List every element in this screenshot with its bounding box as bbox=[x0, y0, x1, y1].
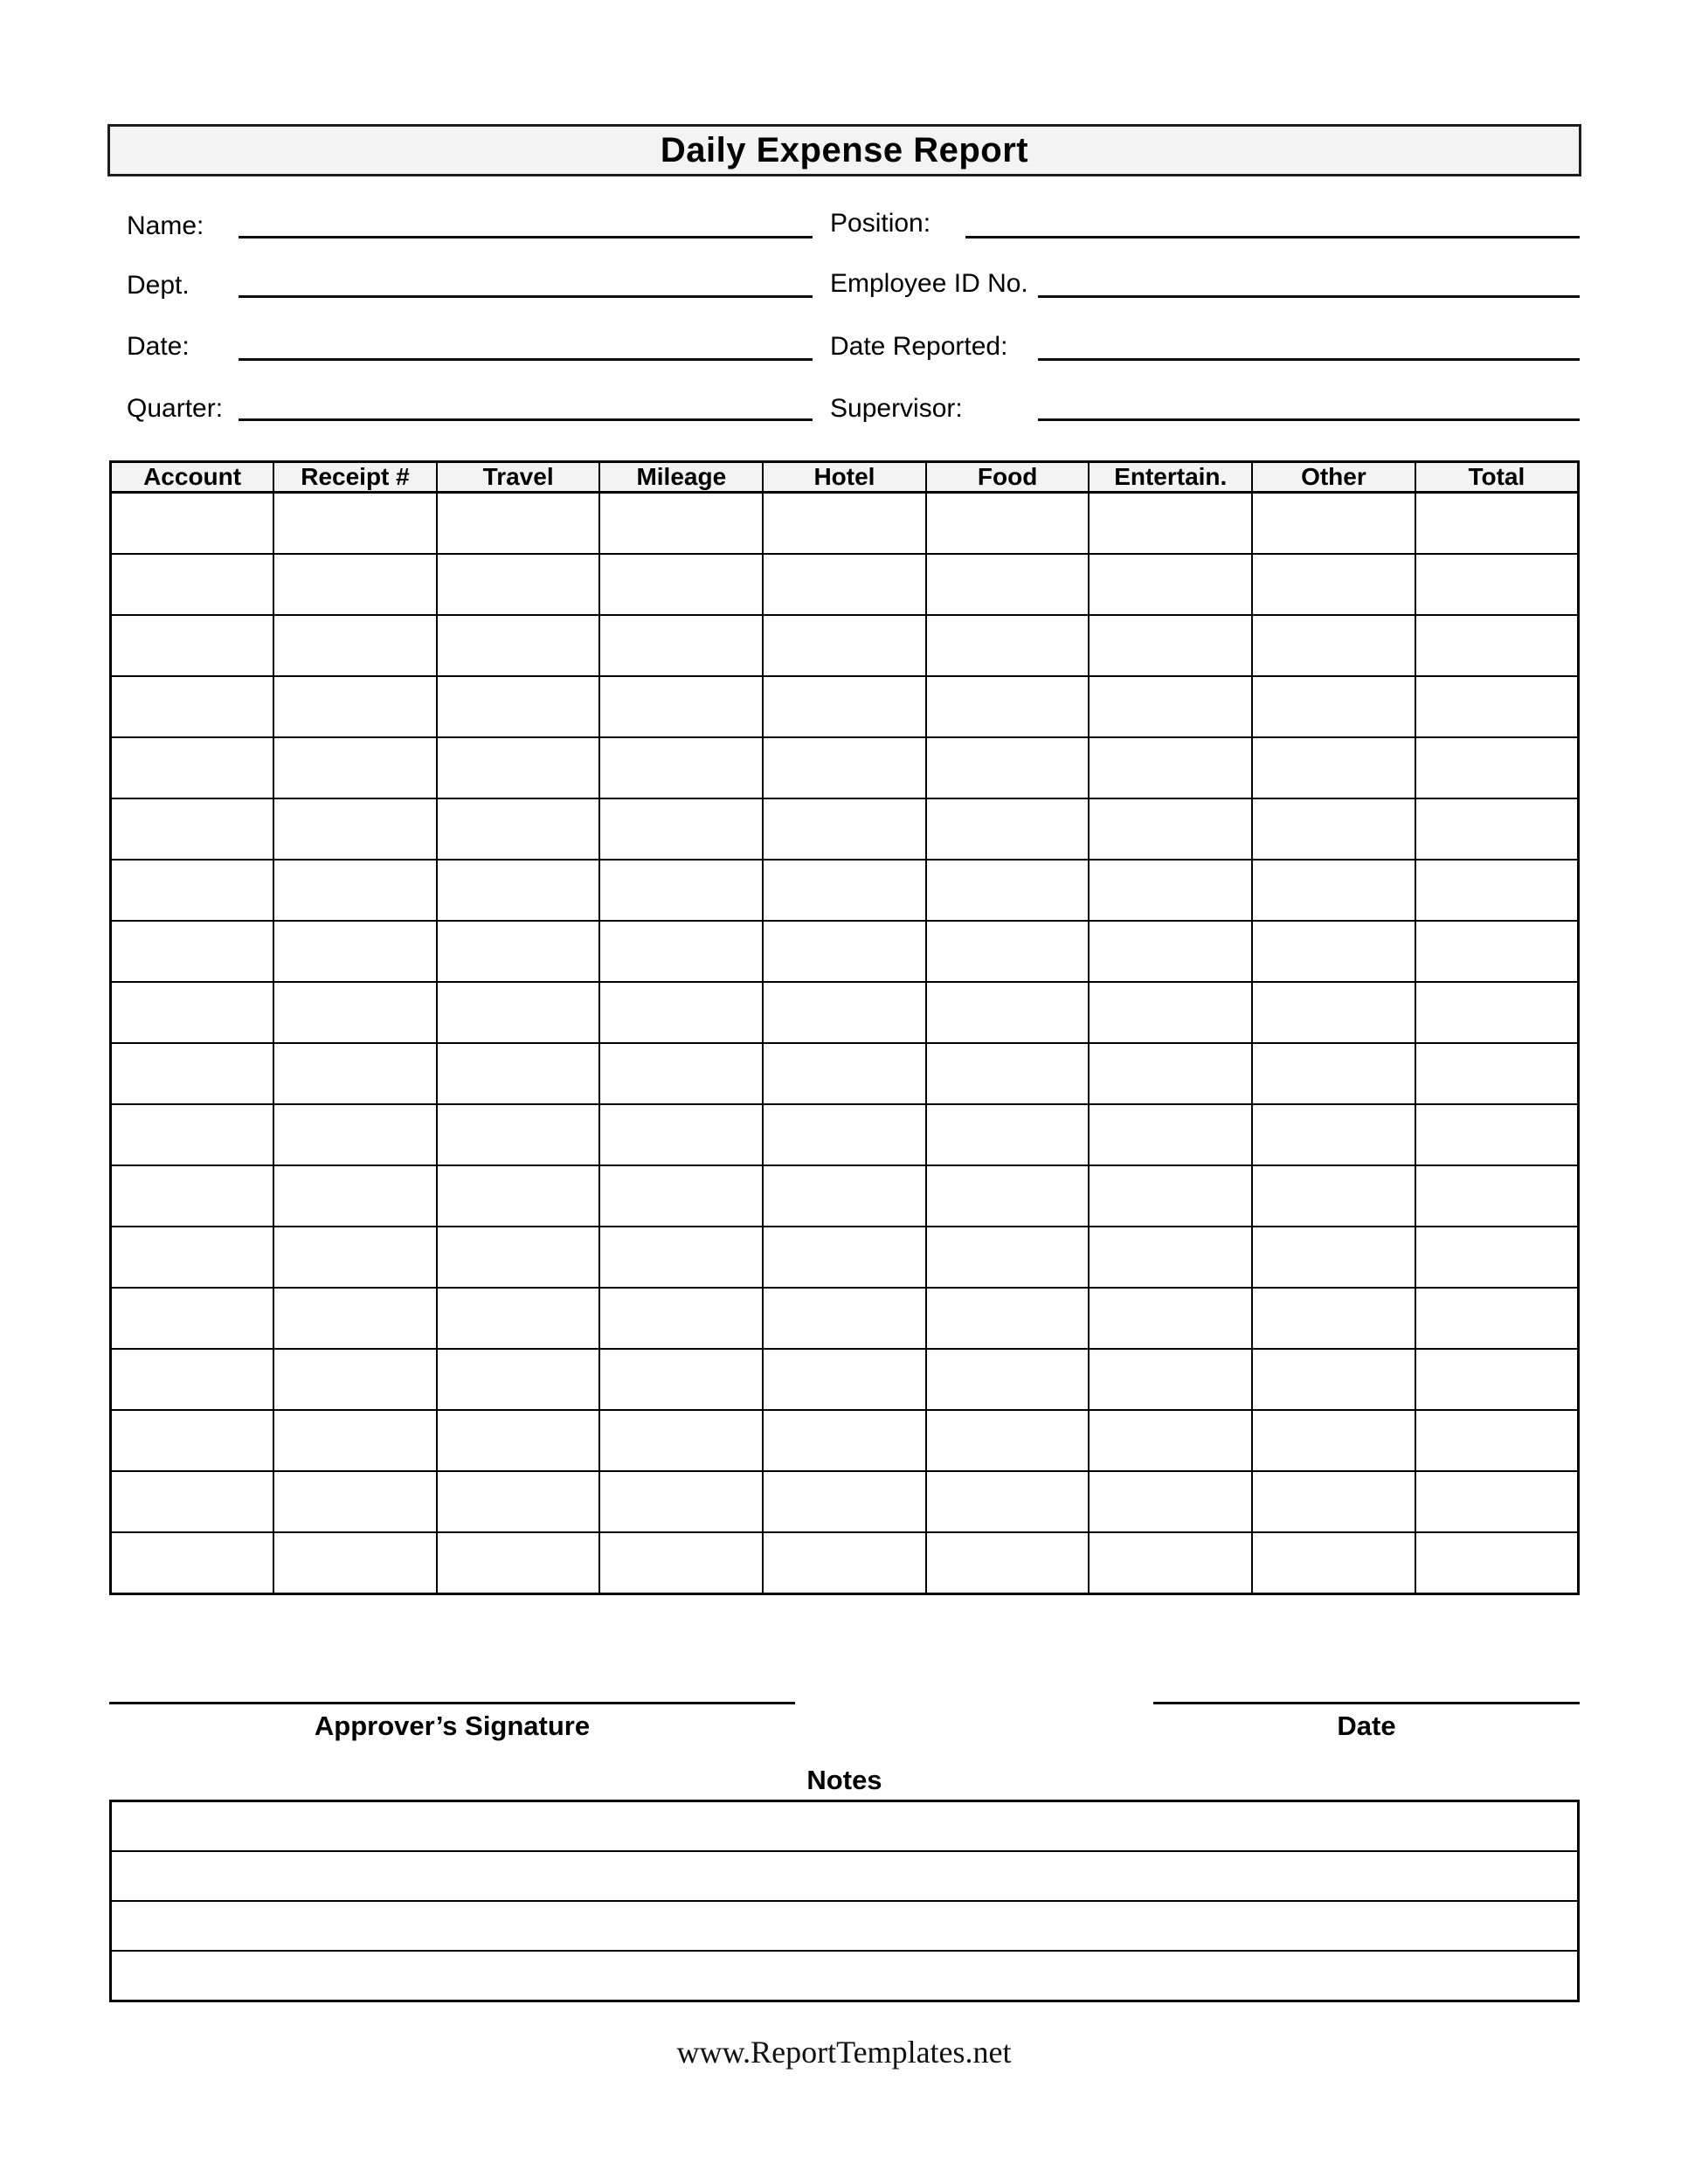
table-row bbox=[111, 1227, 1579, 1288]
notes-line[interactable] bbox=[112, 1902, 1577, 1952]
table-cell[interactable] bbox=[763, 1288, 926, 1349]
table-cell[interactable] bbox=[763, 1165, 926, 1227]
table-cell[interactable] bbox=[273, 554, 437, 615]
table-cell[interactable] bbox=[926, 860, 1090, 921]
table-cell[interactable] bbox=[273, 737, 437, 798]
table-cell[interactable] bbox=[437, 1288, 600, 1349]
column-header-other: Other bbox=[1252, 462, 1415, 493]
table-cell[interactable] bbox=[926, 1227, 1090, 1288]
table-cell[interactable] bbox=[1252, 1532, 1415, 1594]
table-cell[interactable] bbox=[111, 1165, 274, 1227]
field-label-supervisor: Supervisor: bbox=[830, 394, 963, 423]
table-cell[interactable] bbox=[273, 860, 437, 921]
table-cell[interactable] bbox=[437, 676, 600, 737]
table-cell[interactable] bbox=[1415, 1471, 1579, 1532]
table-cell[interactable] bbox=[111, 860, 274, 921]
table-row bbox=[111, 1532, 1579, 1594]
column-header-entertain: Entertain. bbox=[1089, 462, 1252, 493]
column-header-total: Total bbox=[1415, 462, 1579, 493]
table-cell[interactable] bbox=[437, 1043, 600, 1104]
table-cell[interactable] bbox=[1415, 1288, 1579, 1349]
table-cell[interactable] bbox=[273, 1104, 437, 1165]
table-cell[interactable] bbox=[1415, 737, 1579, 798]
table-cell[interactable] bbox=[111, 1104, 274, 1165]
table-cell[interactable] bbox=[926, 615, 1090, 676]
table-cell[interactable] bbox=[763, 554, 926, 615]
table-cell[interactable] bbox=[763, 1410, 926, 1471]
table-cell[interactable] bbox=[599, 1288, 763, 1349]
table-cell[interactable] bbox=[273, 921, 437, 982]
table-cell[interactable] bbox=[599, 1227, 763, 1288]
field-line-employee-id-no[interactable] bbox=[1038, 295, 1580, 298]
table-cell[interactable] bbox=[437, 554, 600, 615]
table-cell[interactable] bbox=[1415, 1043, 1579, 1104]
table-cell[interactable] bbox=[273, 1165, 437, 1227]
table-cell[interactable] bbox=[1415, 798, 1579, 860]
table-cell[interactable] bbox=[1252, 921, 1415, 982]
table-cell[interactable] bbox=[926, 1349, 1090, 1410]
table-cell[interactable] bbox=[1252, 1104, 1415, 1165]
table-cell[interactable] bbox=[1089, 1532, 1252, 1594]
table-cell[interactable] bbox=[763, 676, 926, 737]
table-row bbox=[111, 493, 1579, 555]
table-cell[interactable] bbox=[1089, 737, 1252, 798]
column-header-receipt: Receipt # bbox=[273, 462, 437, 493]
table-cell[interactable] bbox=[599, 1165, 763, 1227]
table-cell[interactable] bbox=[926, 798, 1090, 860]
table-cell[interactable] bbox=[1252, 1471, 1415, 1532]
table-cell[interactable] bbox=[926, 1288, 1090, 1349]
table-cell[interactable] bbox=[599, 982, 763, 1043]
table-cell[interactable] bbox=[1089, 1410, 1252, 1471]
table-cell[interactable] bbox=[437, 1104, 600, 1165]
table-cell[interactable] bbox=[926, 1043, 1090, 1104]
table-cell[interactable] bbox=[763, 1227, 926, 1288]
table-cell[interactable] bbox=[926, 493, 1090, 555]
table-row bbox=[111, 798, 1579, 860]
table-cell[interactable] bbox=[111, 554, 274, 615]
table-cell[interactable] bbox=[437, 921, 600, 982]
table-cell[interactable] bbox=[926, 1104, 1090, 1165]
table-cell[interactable] bbox=[763, 982, 926, 1043]
table-cell[interactable] bbox=[437, 1227, 600, 1288]
table-cell[interactable] bbox=[763, 921, 926, 982]
table-row bbox=[111, 737, 1579, 798]
table-cell[interactable] bbox=[111, 1471, 274, 1532]
table-cell[interactable] bbox=[1252, 1227, 1415, 1288]
table-cell[interactable] bbox=[1252, 798, 1415, 860]
table-cell[interactable] bbox=[1089, 1104, 1252, 1165]
field-line-date[interactable] bbox=[239, 358, 813, 361]
table-cell[interactable] bbox=[1415, 554, 1579, 615]
table-cell[interactable] bbox=[1089, 554, 1252, 615]
field-label-quarter: Quarter: bbox=[127, 394, 224, 423]
table-cell[interactable] bbox=[111, 798, 274, 860]
field-line-dept[interactable] bbox=[239, 295, 813, 298]
table-cell[interactable] bbox=[1089, 1227, 1252, 1288]
table-cell[interactable] bbox=[1089, 493, 1252, 555]
table-row bbox=[111, 676, 1579, 737]
notes-line[interactable] bbox=[112, 1952, 1577, 2000]
table-cell[interactable] bbox=[437, 1410, 600, 1471]
table-cell[interactable] bbox=[1415, 921, 1579, 982]
page-title: Daily Expense Report bbox=[107, 124, 1581, 176]
table-cell[interactable] bbox=[926, 982, 1090, 1043]
table-row bbox=[111, 554, 1579, 615]
table-cell[interactable] bbox=[273, 1227, 437, 1288]
table-cell[interactable] bbox=[437, 982, 600, 1043]
table-cell[interactable] bbox=[1252, 676, 1415, 737]
approver-signature-label: Approver’s Signature bbox=[314, 1711, 591, 1741]
table-cell[interactable] bbox=[763, 493, 926, 555]
table-cell[interactable] bbox=[111, 982, 274, 1043]
table-cell[interactable] bbox=[926, 1532, 1090, 1594]
table-row bbox=[111, 921, 1579, 982]
table-cell[interactable] bbox=[111, 676, 274, 737]
table-cell[interactable] bbox=[599, 1532, 763, 1594]
table-cell[interactable] bbox=[1415, 860, 1579, 921]
table-cell[interactable] bbox=[437, 798, 600, 860]
table-row bbox=[111, 1043, 1579, 1104]
column-header-account: Account bbox=[111, 462, 274, 493]
field-line-date-reported[interactable] bbox=[1038, 358, 1580, 361]
table-cell[interactable] bbox=[763, 1104, 926, 1165]
table-cell[interactable] bbox=[437, 1532, 600, 1594]
table-cell[interactable] bbox=[1252, 982, 1415, 1043]
field-line-name[interactable] bbox=[239, 236, 813, 238]
table-cell[interactable] bbox=[1089, 676, 1252, 737]
table-cell[interactable] bbox=[1089, 860, 1252, 921]
table-cell[interactable] bbox=[926, 1471, 1090, 1532]
table-cell[interactable] bbox=[1089, 921, 1252, 982]
table-cell[interactable] bbox=[599, 1349, 763, 1410]
table-cell[interactable] bbox=[599, 798, 763, 860]
field-line-quarter[interactable] bbox=[239, 418, 813, 421]
table-cell[interactable] bbox=[599, 554, 763, 615]
table-cell[interactable] bbox=[1252, 554, 1415, 615]
table-cell[interactable] bbox=[599, 615, 763, 676]
field-label-position: Position: bbox=[830, 209, 931, 238]
table-cell[interactable] bbox=[437, 860, 600, 921]
expense-table-body bbox=[111, 493, 1579, 1594]
table-row bbox=[111, 1410, 1579, 1471]
column-header-mileage: Mileage bbox=[599, 462, 763, 493]
table-cell[interactable] bbox=[273, 676, 437, 737]
table-cell[interactable] bbox=[111, 493, 274, 555]
table-cell[interactable] bbox=[273, 1349, 437, 1410]
field-label-date-reported: Date Reported: bbox=[830, 332, 1008, 361]
table-cell[interactable] bbox=[437, 737, 600, 798]
table-cell[interactable] bbox=[599, 1410, 763, 1471]
table-cell[interactable] bbox=[273, 1043, 437, 1104]
table-cell[interactable] bbox=[763, 737, 926, 798]
notes-line[interactable] bbox=[112, 1802, 1577, 1852]
field-label-employee-id-no: Employee ID No. bbox=[830, 269, 1028, 298]
table-cell[interactable] bbox=[111, 1349, 274, 1410]
approval-date-label: Date bbox=[1337, 1711, 1396, 1741]
table-cell[interactable] bbox=[1252, 737, 1415, 798]
table-cell[interactable] bbox=[111, 1227, 274, 1288]
table-cell[interactable] bbox=[1252, 615, 1415, 676]
column-header-food: Food bbox=[926, 462, 1090, 493]
table-cell[interactable] bbox=[763, 1532, 926, 1594]
table-cell[interactable] bbox=[763, 860, 926, 921]
table-cell[interactable] bbox=[437, 1471, 600, 1532]
table-cell[interactable] bbox=[1252, 1165, 1415, 1227]
table-cell[interactable] bbox=[437, 493, 600, 555]
table-cell[interactable] bbox=[273, 1532, 437, 1594]
expense-table bbox=[109, 460, 1580, 1595]
table-cell[interactable] bbox=[1089, 1471, 1252, 1532]
table-cell[interactable] bbox=[926, 737, 1090, 798]
table-cell[interactable] bbox=[273, 493, 437, 555]
table-cell[interactable] bbox=[111, 1288, 274, 1349]
table-cell[interactable] bbox=[111, 1532, 274, 1594]
table-cell[interactable] bbox=[1252, 860, 1415, 921]
approval-date-line[interactable] bbox=[1153, 1702, 1580, 1704]
table-cell[interactable] bbox=[599, 1471, 763, 1532]
table-row bbox=[111, 1288, 1579, 1349]
table-cell[interactable] bbox=[926, 554, 1090, 615]
table-cell[interactable] bbox=[273, 1471, 437, 1532]
table-cell[interactable] bbox=[599, 860, 763, 921]
table-cell[interactable] bbox=[273, 798, 437, 860]
table-cell[interactable] bbox=[1415, 1227, 1579, 1288]
table-cell[interactable] bbox=[1415, 1165, 1579, 1227]
table-cell[interactable] bbox=[599, 1104, 763, 1165]
table-cell[interactable] bbox=[111, 921, 274, 982]
table-cell[interactable] bbox=[763, 1471, 926, 1532]
table-cell[interactable] bbox=[1252, 493, 1415, 555]
table-cell[interactable] bbox=[1415, 493, 1579, 555]
table-cell[interactable] bbox=[273, 982, 437, 1043]
table-cell[interactable] bbox=[599, 737, 763, 798]
table-cell[interactable] bbox=[599, 676, 763, 737]
table-cell[interactable] bbox=[111, 737, 274, 798]
table-cell[interactable] bbox=[926, 1410, 1090, 1471]
table-cell[interactable] bbox=[763, 1043, 926, 1104]
table-cell[interactable] bbox=[926, 921, 1090, 982]
table-cell[interactable] bbox=[926, 676, 1090, 737]
table-row bbox=[111, 1349, 1579, 1410]
table-cell[interactable] bbox=[1415, 1532, 1579, 1594]
table-cell[interactable] bbox=[273, 615, 437, 676]
footer-website-text: www.ReportTemplates.net bbox=[676, 2035, 1012, 2070]
table-cell[interactable] bbox=[1415, 982, 1579, 1043]
table-cell[interactable] bbox=[599, 1043, 763, 1104]
notes-line[interactable] bbox=[112, 1852, 1577, 1902]
table-row bbox=[111, 1165, 1579, 1227]
field-label-date: Date: bbox=[127, 332, 190, 361]
table-cell[interactable] bbox=[273, 1288, 437, 1349]
table-row bbox=[111, 615, 1579, 676]
table-cell[interactable] bbox=[1252, 1349, 1415, 1410]
field-line-position[interactable] bbox=[965, 236, 1580, 238]
column-header-travel: Travel bbox=[437, 462, 600, 493]
table-cell[interactable] bbox=[437, 1165, 600, 1227]
table-cell[interactable] bbox=[1252, 1288, 1415, 1349]
table-cell[interactable] bbox=[1089, 1349, 1252, 1410]
notes-title: Notes bbox=[806, 1765, 882, 1795]
table-cell[interactable] bbox=[1089, 798, 1252, 860]
field-line-supervisor[interactable] bbox=[1038, 418, 1580, 421]
table-cell[interactable] bbox=[1252, 1043, 1415, 1104]
table-cell[interactable] bbox=[1089, 1043, 1252, 1104]
table-cell[interactable] bbox=[1089, 615, 1252, 676]
table-cell[interactable] bbox=[111, 615, 274, 676]
table-cell[interactable] bbox=[437, 615, 600, 676]
table-cell[interactable] bbox=[1252, 1410, 1415, 1471]
table-row bbox=[111, 1104, 1579, 1165]
table-cell[interactable] bbox=[1089, 1165, 1252, 1227]
notes-box bbox=[109, 1800, 1580, 2002]
table-cell[interactable] bbox=[111, 1410, 274, 1471]
field-label-name: Name: bbox=[127, 211, 204, 240]
table-cell[interactable] bbox=[111, 1043, 274, 1104]
table-row bbox=[111, 982, 1579, 1043]
table-row bbox=[111, 860, 1579, 921]
table-cell[interactable] bbox=[763, 615, 926, 676]
table-cell[interactable] bbox=[273, 1410, 437, 1471]
table-cell[interactable] bbox=[1089, 982, 1252, 1043]
table-cell[interactable] bbox=[599, 921, 763, 982]
table-cell[interactable] bbox=[437, 1349, 600, 1410]
table-row bbox=[111, 1471, 1579, 1532]
table-cell[interactable] bbox=[1415, 1349, 1579, 1410]
expense-table-header-row bbox=[111, 462, 1579, 493]
table-cell[interactable] bbox=[763, 798, 926, 860]
table-cell[interactable] bbox=[1415, 1104, 1579, 1165]
table-cell[interactable] bbox=[1415, 615, 1579, 676]
field-label-dept: Dept. bbox=[127, 271, 190, 300]
table-cell[interactable] bbox=[599, 493, 763, 555]
table-cell[interactable] bbox=[1089, 1288, 1252, 1349]
column-header-hotel: Hotel bbox=[763, 462, 926, 493]
table-cell[interactable] bbox=[763, 1349, 926, 1410]
table-cell[interactable] bbox=[1415, 676, 1579, 737]
approver-signature-line[interactable] bbox=[109, 1702, 795, 1704]
table-cell[interactable] bbox=[1415, 1410, 1579, 1471]
table-cell[interactable] bbox=[926, 1165, 1090, 1227]
